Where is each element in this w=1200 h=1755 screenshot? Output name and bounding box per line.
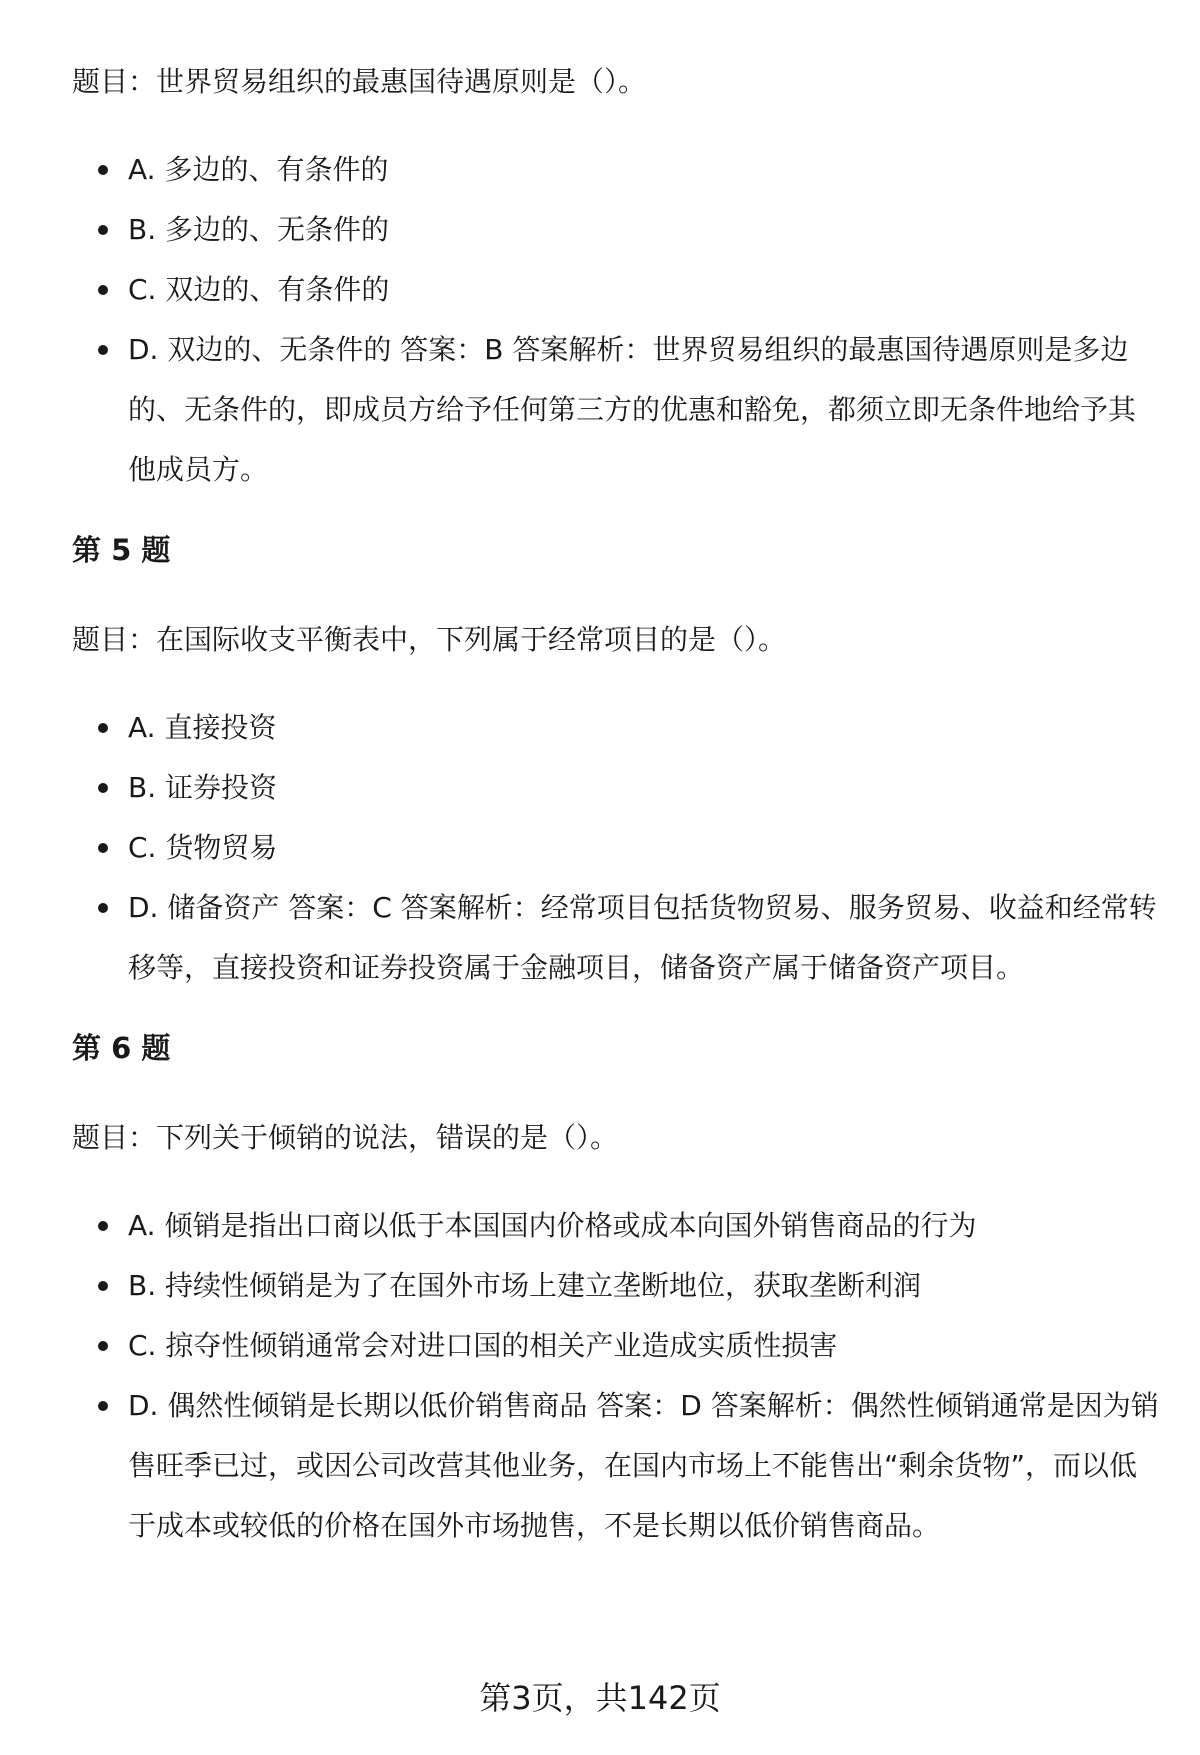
option-d-with-answer: D. 储备资产 答案：C 答案解析：经常项目包括货物贸易、服务贸易、收益和经常转移等，直接投资和证券投资属于金融项目，储备资产属于储备资产项目。 xyxy=(128,878,1162,998)
page-number: 第3页，共142页 xyxy=(479,1679,721,1717)
question-6-options xyxy=(72,1196,1162,1556)
option-b: B. 多边的、无条件的 xyxy=(128,200,1162,260)
question-6 xyxy=(72,1028,1162,1556)
option-d-with-answer: D. 偶然性倾销是长期以低价销售商品 答案：D 答案解析：偶然性倾销通常是因为销售旺季已过，或因公司改营其他业务，在国内市场上不能售出“剩余货物”，而以低于成本或较低的价格在国外市场抛售，不是长期以低价销售商品。 xyxy=(128,1376,1162,1556)
question-6-heading: 第 6 题 xyxy=(72,1031,171,1065)
question-6-stem: 题目：下列关于倾销的说法，错误的是（）。 xyxy=(72,1121,619,1154)
question-4-options xyxy=(72,140,1162,500)
question-5-options xyxy=(72,698,1162,998)
question-4 xyxy=(72,62,1162,500)
option-c: C. 掠夺性倾销通常会对进口国的相关产业造成实质性损害 xyxy=(128,1316,1162,1376)
page-content xyxy=(72,62,1162,1586)
question-5-heading: 第 5 题 xyxy=(72,533,171,567)
option-a: A. 直接投资 xyxy=(128,698,1162,758)
option-c: C. 货物贸易 xyxy=(128,818,1162,878)
option-b: B. 持续性倾销是为了在国外市场上建立垄断地位，获取垄断利润 xyxy=(128,1256,1162,1316)
option-a: A. 多边的、有条件的 xyxy=(128,140,1162,200)
question-4-stem: 题目：世界贸易组织的最惠国待遇原则是（）。 xyxy=(72,65,647,98)
question-5-stem: 题目：在国际收支平衡表中，下列属于经常项目的是（）。 xyxy=(72,623,787,656)
option-d-with-answer: D. 双边的、无条件的 答案：B 答案解析：世界贸易组织的最惠国待遇原则是多边的、无条件的，即成员方给予任何第三方的优惠和豁免，都须立即无条件地给予其他成员方。 xyxy=(128,320,1162,500)
option-b: B. 证券投资 xyxy=(128,758,1162,818)
option-c: C. 双边的、有条件的 xyxy=(128,260,1162,320)
option-a: A. 倾销是指出口商以低于本国国内价格或成本向国外销售商品的行为 xyxy=(128,1196,1162,1256)
question-5 xyxy=(72,530,1162,998)
